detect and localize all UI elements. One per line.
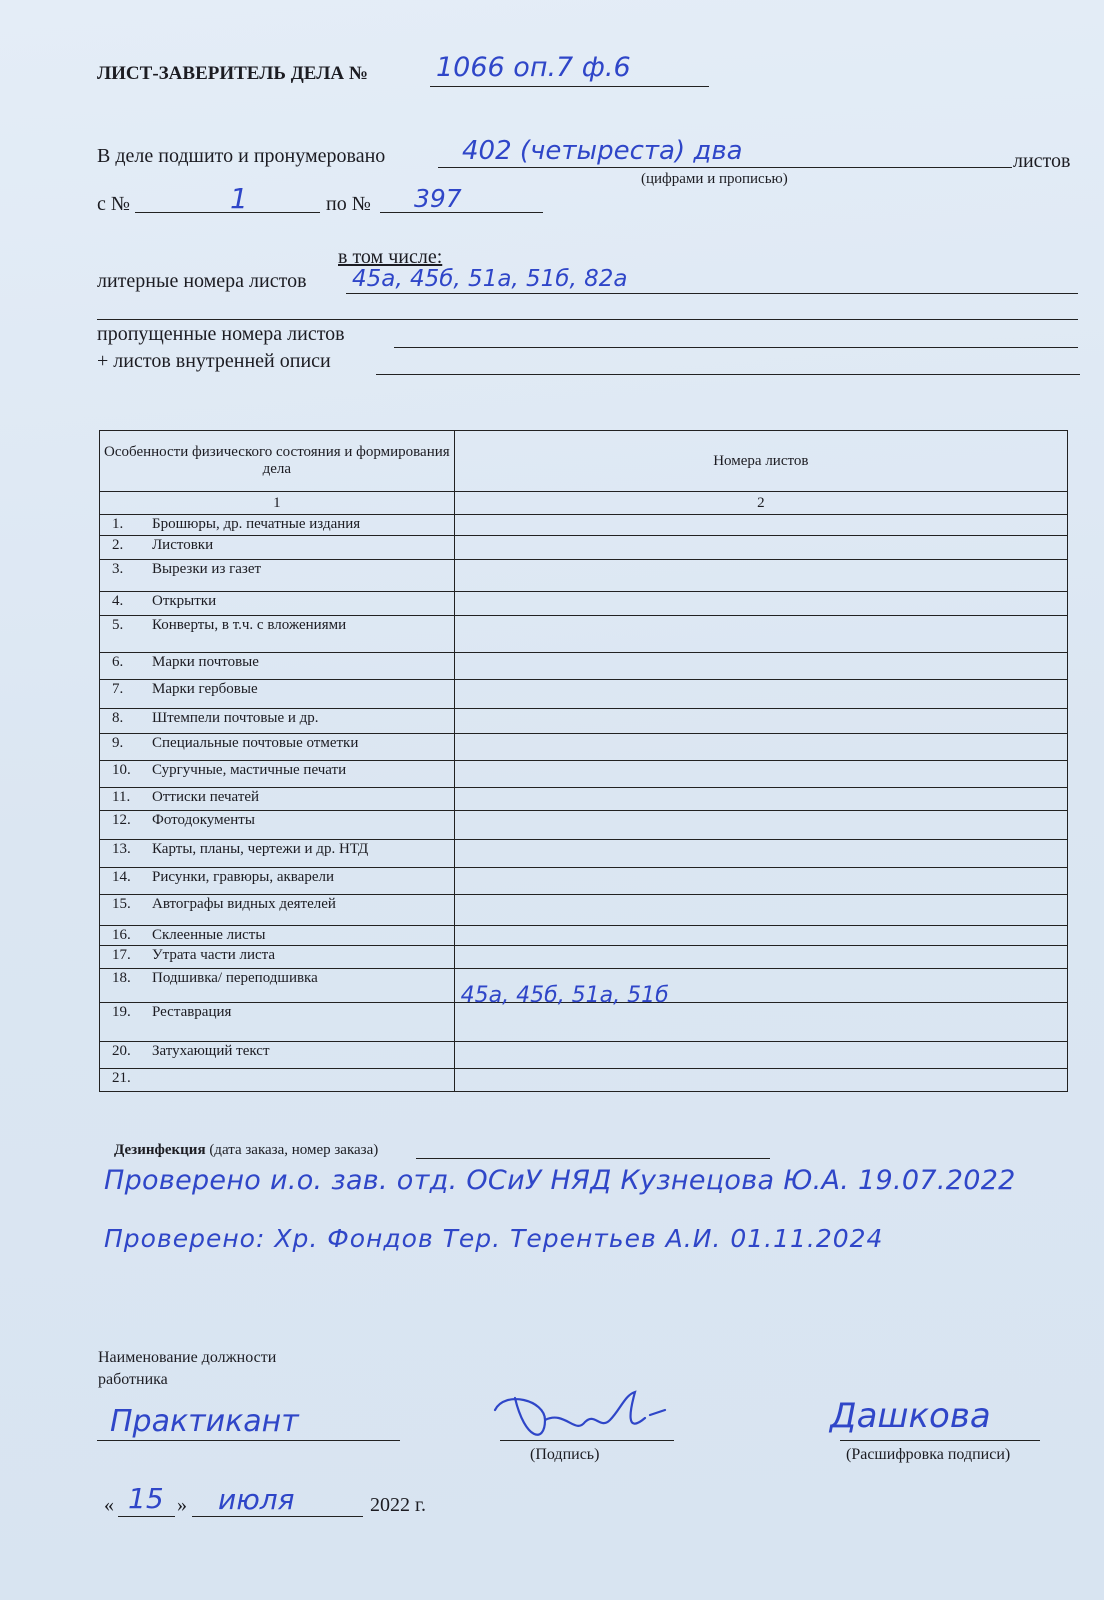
row-label: Затухающий текст [152, 1043, 270, 1059]
month-handwritten: июля [218, 1483, 295, 1516]
row-label: Сургучные, мастичные печати [152, 762, 347, 778]
row-label: Склеенные листы [152, 927, 266, 943]
position-label: Наименование должности [98, 1349, 277, 1366]
feature-cell [100, 653, 455, 680]
row-label: Вырезки из газет [152, 561, 262, 577]
row-label: Рисунки, гравюры, акварели [152, 869, 335, 885]
feature-cell [100, 536, 455, 560]
row-number: 18. [112, 970, 131, 986]
inner-inventory-line [376, 374, 1080, 375]
row-number: 20. [112, 1043, 131, 1059]
year: 2022 г. [370, 1494, 426, 1516]
feature-cell [100, 616, 455, 653]
sheet-numbers-cell [454, 1069, 1067, 1092]
row-label: Марки гербовые [152, 681, 258, 697]
row-number: 6. [112, 654, 124, 670]
row-label: Подшивка/ переподшивка [152, 970, 318, 986]
position-label-2: работника [98, 1371, 168, 1388]
case-number-line [430, 86, 709, 87]
feature-cell [100, 895, 455, 926]
decoding-line [840, 1440, 1040, 1441]
case-number-handwritten: 1066 оп.7 ф.6 [436, 52, 631, 83]
row-number: 17. [112, 947, 131, 963]
row-label: Реставрация [152, 1004, 232, 1020]
table-row [100, 515, 1068, 536]
row-number: 8. [112, 710, 124, 726]
table-row [100, 1003, 1068, 1042]
table-row [100, 709, 1068, 734]
row-label: Специальные почтовые отметки [152, 735, 359, 751]
including-label: в том числе: [338, 246, 443, 268]
feature-cell [100, 1042, 455, 1069]
column-header-features: Особенности физического состояния и формирования дела [100, 431, 455, 492]
feature-cell [100, 515, 455, 536]
row-number: 19. [112, 1004, 131, 1020]
feature-cell [100, 734, 455, 761]
table-row [100, 560, 1068, 592]
sheet-numbers-cell [454, 536, 1067, 560]
signature-caption: (Подпись) [530, 1446, 600, 1463]
missing-numbers-label: пропущенные номера листов [97, 323, 345, 345]
table-row [100, 616, 1068, 653]
feature-cell [100, 811, 455, 840]
row-number: 15. [112, 896, 131, 912]
row-label: Марки почтовые [152, 654, 259, 670]
row-number: 16. [112, 927, 131, 943]
row-label: Автографы видных деятелей [152, 896, 336, 912]
month-line [192, 1516, 363, 1517]
feature-cell [100, 868, 455, 895]
row-number: 21. [112, 1070, 131, 1086]
sheet-numbers-cell [454, 811, 1067, 840]
feature-cell [100, 1069, 455, 1092]
row-label: Штемпели почтовые и др. [152, 710, 319, 726]
row-label: Конверты, в т.ч. с вложениями [152, 617, 347, 633]
feature-cell [100, 761, 455, 788]
feature-cell [100, 926, 455, 946]
sheet-numbers-cell [454, 680, 1067, 709]
feature-cell [100, 592, 455, 616]
table-row [100, 734, 1068, 761]
feature-cell [100, 840, 455, 868]
sheet-numbers-cell [454, 761, 1067, 788]
decoding-caption: (Расшифровка подписи) [846, 1446, 1011, 1463]
table-row [100, 1069, 1068, 1092]
sheet-numbers-cell [454, 709, 1067, 734]
row-number: 1. [112, 516, 124, 532]
disinfection-line [416, 1158, 770, 1159]
table-row [100, 840, 1068, 868]
feature-cell [100, 680, 455, 709]
feature-cell [100, 946, 455, 969]
letter-numbers-label: литерные номера листов [97, 270, 307, 292]
column-number-1: 1 [100, 492, 455, 515]
to-label: по № [326, 193, 371, 215]
sheet-numbers-cell [454, 926, 1067, 946]
row-number: 5. [112, 617, 124, 633]
column-header-sheet-numbers: Номера листов [454, 431, 1067, 492]
signature-image [485, 1380, 685, 1450]
sheet-numbers-cell [454, 653, 1067, 680]
inner-inventory-label: + листов внутренней описи [97, 350, 331, 372]
row-number: 12. [112, 812, 131, 828]
sheets-count-line [438, 167, 1012, 168]
physical-condition-table [99, 430, 1068, 1092]
table-row [100, 969, 1068, 1003]
sheet-numbers-cell [454, 969, 1067, 1008]
table-row [100, 536, 1068, 560]
table-row [100, 653, 1068, 680]
row-number: 9. [112, 735, 124, 751]
table-row [100, 946, 1068, 969]
sheets-count-prefix: В деле подшито и пронумеровано [97, 145, 386, 167]
sheet-numbers-cell [454, 895, 1067, 926]
sheets-count-handwritten: 402 (четыреста) два [462, 136, 743, 166]
sheet-numbers-cell [454, 515, 1067, 536]
table-row [100, 895, 1068, 926]
from-line [135, 212, 320, 213]
feature-cell [100, 560, 455, 592]
row-label: Утрата части листа [152, 947, 276, 963]
sheet-numbers-cell [454, 1042, 1067, 1069]
sheet-numbers-cell [454, 1003, 1067, 1042]
sheet-numbers-cell [454, 788, 1067, 811]
sheet-numbers-cell [454, 592, 1067, 616]
sheet-numbers-cell [454, 868, 1067, 895]
disinfection-label: Дезинфекция (дата заказа, номер заказа) [114, 1142, 379, 1158]
sheet-numbers-cell [454, 560, 1067, 592]
row-number: 14. [112, 869, 131, 885]
table-row [100, 811, 1068, 840]
position-line [97, 1440, 400, 1441]
sheet-numbers-cell [454, 734, 1067, 761]
letter-numbers-handwritten: 45а, 45б, 51а, 51б, 82а [352, 266, 628, 292]
check-note-1: Проверено и.о. зав. отд. ОСиУ НЯД Кузнецова Ю.А. 19.07.2022 [104, 1165, 1016, 1196]
date-open-quote: « [104, 1494, 114, 1516]
row-number: 10. [112, 762, 131, 778]
sheets-hint: (цифрами и прописью) [641, 171, 788, 187]
table-row [100, 592, 1068, 616]
sheet-numbers-cell [454, 946, 1067, 969]
sheet-numbers-cell [454, 616, 1067, 653]
position-handwritten: Практикант [110, 1404, 299, 1439]
table-row [100, 761, 1068, 788]
letter-numbers-line [346, 293, 1078, 294]
table-row [100, 926, 1068, 946]
table-row [100, 868, 1068, 895]
table-row [100, 680, 1068, 709]
row-label: Карты, планы, чертежи и др. НТД [152, 841, 369, 857]
table-row [100, 1042, 1068, 1069]
decoding-handwritten: Дашкова [830, 1396, 991, 1436]
feature-cell [100, 1003, 455, 1042]
sheet-numbers-cell [454, 840, 1067, 868]
row-number: 4. [112, 593, 124, 609]
row-number: 3. [112, 561, 124, 577]
sheet-numbers-handwritten: 45а, 45б, 51а, 51б [460, 983, 669, 1008]
table-row [100, 788, 1068, 811]
feature-cell [100, 969, 455, 1003]
row-label: Брошюры, др. печатные издания [152, 516, 361, 532]
row-number: 11. [112, 789, 131, 805]
column-number-2: 2 [454, 492, 1067, 515]
row-number: 2. [112, 537, 124, 553]
sheets-suffix: листов [1013, 150, 1071, 172]
check-note-2: Проверено: Хр. Фондов Тер. Терентьев А.И. 01.11.2024 [104, 1224, 884, 1253]
row-label: Листовки [152, 537, 214, 553]
row-number: 7. [112, 681, 124, 697]
row-number: 13. [112, 841, 131, 857]
row-label: Оттиски печатей [152, 789, 260, 805]
from-handwritten: 1 [230, 182, 248, 215]
date-close-quote: » [177, 1494, 187, 1516]
day-line [118, 1516, 175, 1517]
from-label: с № [97, 193, 130, 215]
feature-cell [100, 788, 455, 811]
row-label: Открытки [152, 593, 217, 609]
feature-cell [100, 709, 455, 734]
to-handwritten: 397 [414, 184, 462, 213]
document-title: ЛИСТ-ЗАВЕРИТЕЛЬ ДЕЛА № [97, 63, 368, 84]
letter-numbers-line-2 [97, 319, 1078, 320]
row-label: Фотодокументы [152, 812, 255, 828]
missing-numbers-line [394, 347, 1078, 348]
day-handwritten: 15 [128, 1482, 164, 1515]
